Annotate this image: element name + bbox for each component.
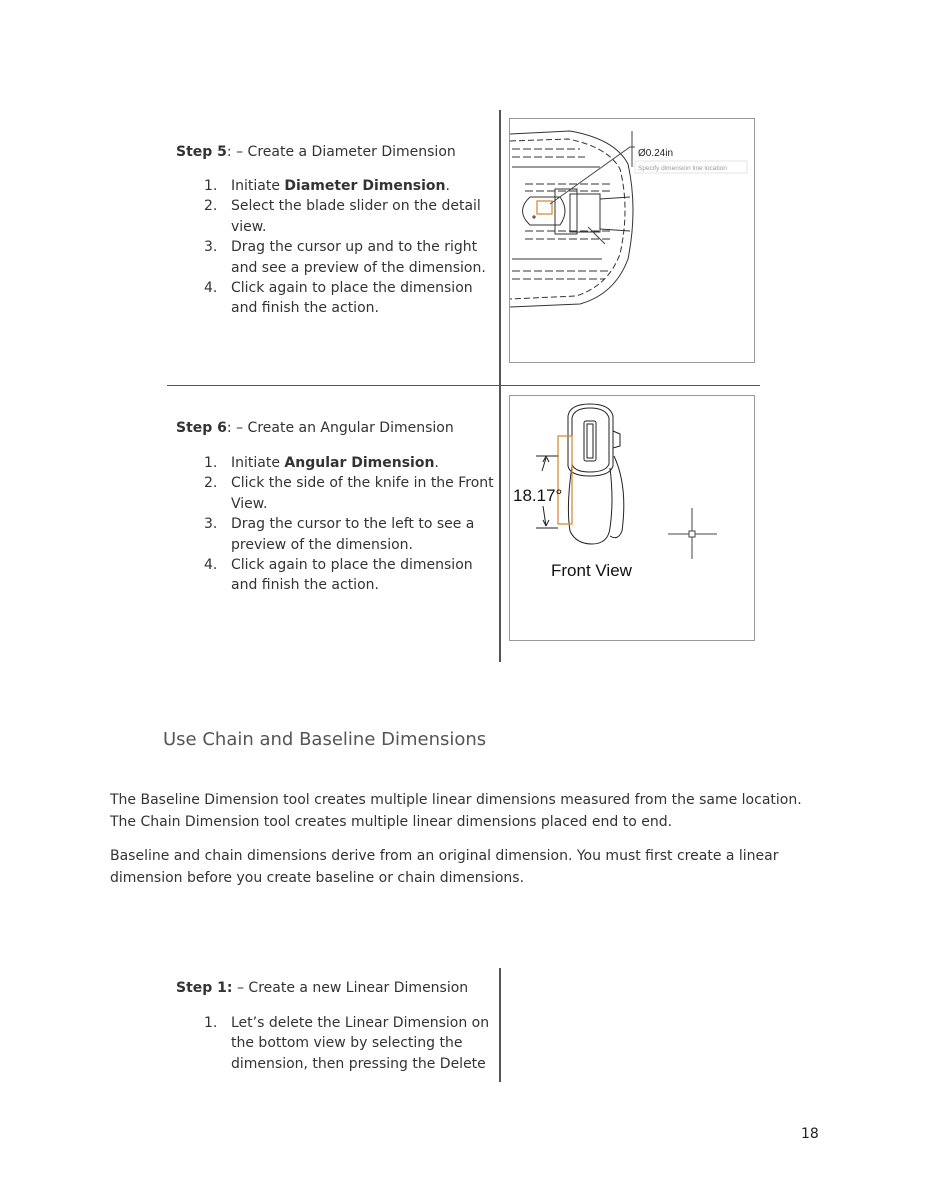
row-divider bbox=[167, 385, 760, 386]
column-divider-top bbox=[499, 110, 501, 662]
list-item: 1. Initiate Angular Dimension. bbox=[204, 455, 439, 471]
list-item: 3. Drag the cursor to the left to see a preview of the dimension. bbox=[204, 516, 475, 553]
step6-list bbox=[204, 453, 494, 596]
angle-value: 18.17° bbox=[513, 486, 563, 505]
paragraph-derive: Baseline and chain dimensions derive from an original dimension. You must first create a linear dimension before you create baseline or chain dimensions. bbox=[110, 848, 779, 886]
step1-title bbox=[176, 980, 468, 996]
column-divider-bottom bbox=[499, 968, 501, 1082]
list-item: 2. Click the side of the knife in the Front View. bbox=[204, 475, 494, 512]
step6-label: Step 6 bbox=[176, 420, 227, 436]
front-view-drawing bbox=[510, 396, 754, 640]
section-heading: Use Chain and Baseline Dimensions bbox=[163, 729, 487, 750]
page-number: 18 bbox=[801, 1126, 819, 1142]
step1-label: Step 1: bbox=[176, 980, 233, 996]
step1-list bbox=[204, 1013, 494, 1074]
paragraph-baseline-chain: The Baseline Dimension tool creates multiple linear dimensions measured from the same location. The Chain Dimension tool creates multiple linear dimensions placed end to end. bbox=[110, 792, 802, 830]
diameter-value: Ø0.24in bbox=[638, 148, 674, 159]
list-item: 4. Click again to place the dimension and finish the action. bbox=[204, 557, 473, 594]
step5-list bbox=[204, 176, 494, 319]
step1-title-text: – Create a new Linear Dimension bbox=[232, 980, 469, 996]
diameter-dimension-figure bbox=[509, 118, 755, 363]
step5-title bbox=[176, 144, 456, 160]
list-item: 1. Initiate Diameter Dimension. bbox=[204, 178, 450, 194]
angular-dimension-figure bbox=[509, 395, 755, 641]
list-item: 2. Select the blade slider on the detail view. bbox=[204, 198, 481, 235]
front-view-label: Front View bbox=[551, 561, 632, 580]
dimension-tooltip: Specify dimension line location bbox=[638, 165, 727, 172]
step6-title bbox=[176, 420, 454, 436]
list-item: 3. Drag the cursor up and to the right and see a preview of the dimension. bbox=[204, 239, 486, 276]
step5-label: Step 5 bbox=[176, 144, 227, 160]
step5-title-text: : – Create a Diameter Dimension bbox=[226, 144, 456, 160]
list-item: 1. Let’s delete the Linear Dimension on the bottom view by selecting the dimension, then pressing the Delete bbox=[204, 1015, 490, 1072]
detail-view-drawing bbox=[510, 119, 754, 362]
list-item: 4. Click again to place the dimension and finish the action. bbox=[204, 280, 473, 317]
step6-title-text: : – Create an Angular Dimension bbox=[226, 420, 454, 436]
